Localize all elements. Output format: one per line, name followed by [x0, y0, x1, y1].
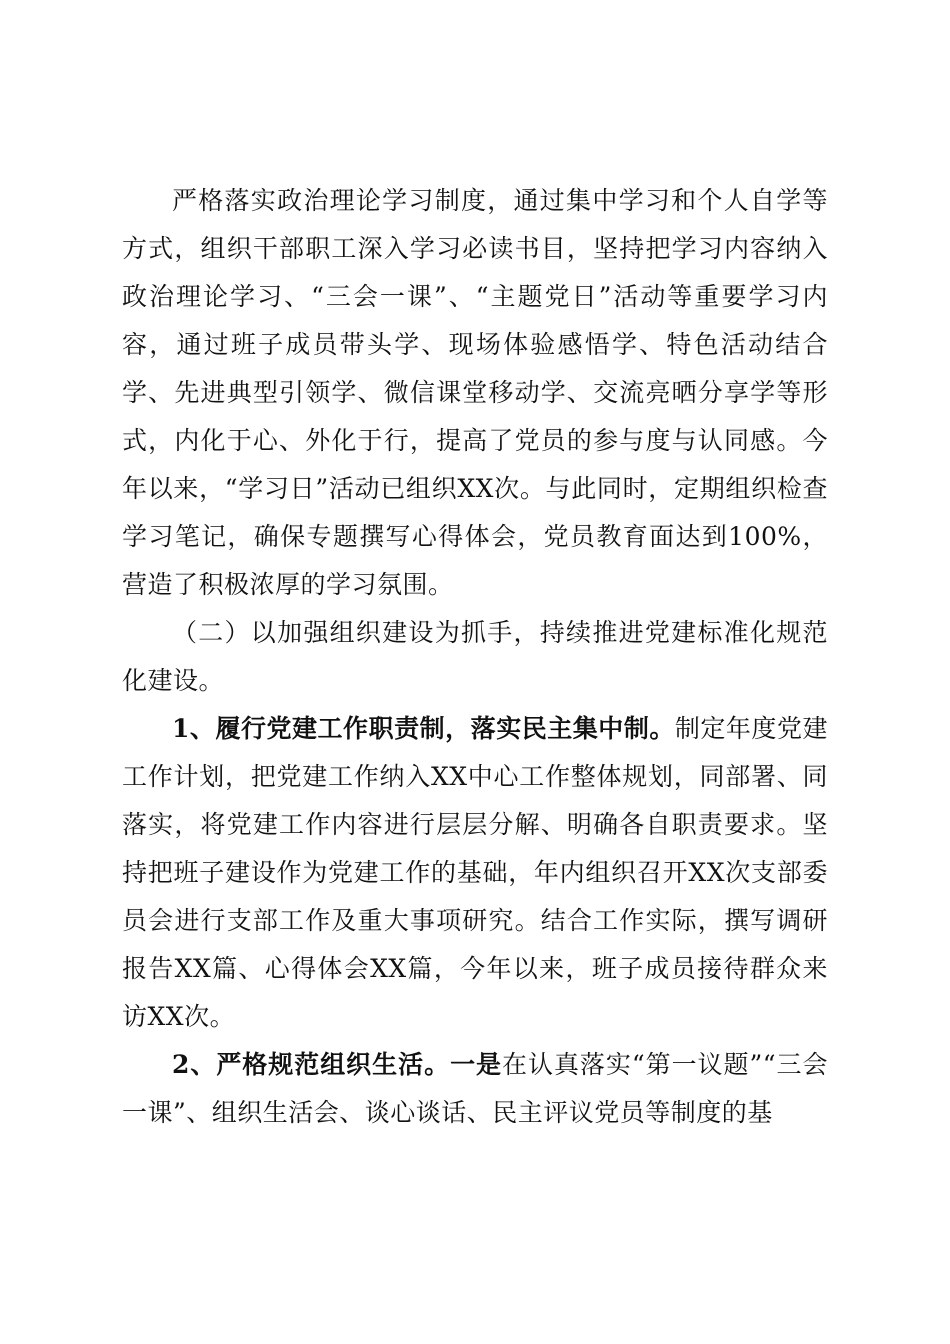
paragraph-text: 在认真落实“第一议题”“三会一课”、组织生活会、谈心谈话、民主评议党员等制度的基	[122, 1050, 828, 1127]
section-heading-organization	[122, 609, 828, 705]
paragraph-responsibility-system	[122, 705, 828, 1041]
paragraph-organizational-life	[122, 1041, 828, 1137]
paragraph-text: 制定年度党建工作计划，把党建工作纳入XX中心工作整体规划，同部署、同落实，将党建工作内容进行层层分解、明确各自职责要求。坚持把班子建设作为党建工作的基础，年内组织召开XX次支部委员会进行支部工作及重大事项研究。结合工作实际，撰写调研报告XX篇、心得体会XX篇，今年以来，班子成员接待群众来访XX次。	[122, 714, 828, 1031]
document-body	[122, 177, 828, 1137]
paragraph-study-system	[122, 177, 828, 609]
paragraph-text: 严格落实政治理论学习制度，通过集中学习和个人自学等方式，组织干部职工深入学习必读书目，坚持把学习内容纳入政治理论学习、“三会一课”、“主题党日”活动等重要学习内容，通过班子成员带头学、现场体验感悟学、特色活动结合学、先进典型引领学、微信课堂移动学、交流亮晒分享学等形式，内化于心、外化于行，提高了党员的参与度与认同感。今年以来，“学习日”活动已组织XX次。与此同时，定期组织检查学习笔记，确保专题撰写心得体会，党员教育面达到100%，营造了积极浓厚的学习氛围。	[122, 186, 828, 599]
section-heading-text: （二）以加强组织建设为抓手，持续推进党建标准化规范化建设。	[122, 618, 828, 695]
item-heading-2: 2、严格规范组织生活。一是	[172, 1050, 503, 1079]
item-heading-1: 1、履行党建工作职责制，落实民主集中制。	[172, 714, 675, 743]
